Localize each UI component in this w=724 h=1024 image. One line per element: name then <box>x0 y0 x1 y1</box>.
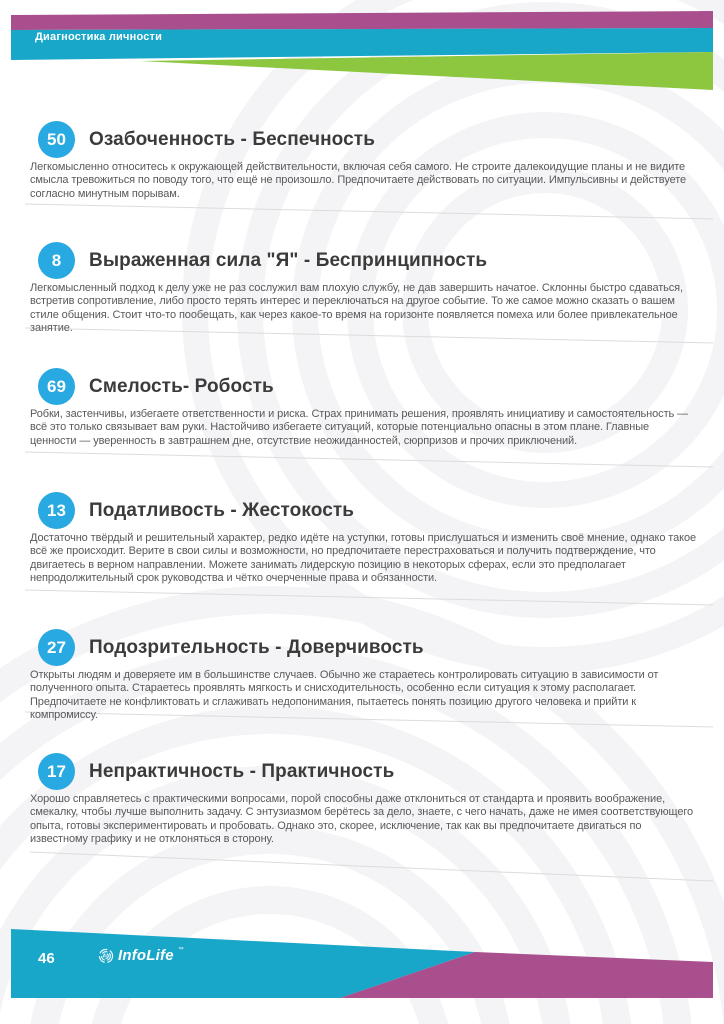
trait-section <box>30 121 696 201</box>
page-header-title: Диагностика личности <box>35 31 163 43</box>
score-badge: 13 <box>38 492 75 529</box>
section-description: Робки, застенчивы, избегаете ответственности и риска. Страх принимать решения, проявлять инициативу и самостоятельность — всё это только связывает вам руки. Настойчиво избегаете ситуаций, которые потенциально опасны в этом плане. Главные ценности — уверенность в завтрашнем дне, отсутствие неожиданностей, сюрпризов и прочих приключений. <box>30 408 688 447</box>
header-band-magenta <box>11 11 713 30</box>
section-header <box>38 368 696 405</box>
section-description: Легкомысленно относитесь к окружающей действительности, включая себя самого. Не строите далекоидущие планы и не видите смысла тревожиться по поводу того, что ещё не произошло. Предпочитаете действовать по ситуации. Импульсивны и действуете согласно минутным порывам. <box>30 161 687 200</box>
section-title: Смелость- Робость <box>89 375 274 397</box>
trait-section <box>30 753 696 847</box>
score-badge: 50 <box>38 121 75 158</box>
header-band-green <box>140 52 713 90</box>
section-title: Озабоченность - Беспечность <box>89 128 375 150</box>
score-badge: 17 <box>38 753 75 790</box>
fingerprint-icon <box>98 948 114 964</box>
trait-section <box>30 242 696 336</box>
section-description: Открыты людям и доверяете им в большинстве случаев. Обычно же стараетесь контролировать ситуацию в зависимости от полученного опыта. Стараетесь проявлять мягкость и снисходительность, особенно если ситуация к этому располагает. Предпочитаете не конфликтовать и сглаживать недопонимания, пытаетесь понять позицию другого человека и прийти к компромиссу. <box>30 669 659 722</box>
section-description: Хорошо справляетесь с практическими вопросами, порой способны даже отклониться от стандарта и проявить воображение, смекалку, чтобы лучше выполнить задачу. С энтузиазмом берётесь за дело, знаете, с чего начать, даже не имея соответствующего опыта, готовы экспериментировать и пробовать. Однако это, скорее, исключение, так как вы предпочитаете двигаться по известному графику и не отклоняться в сторону. <box>30 793 694 846</box>
section-description: Достаточно твёрдый и решительный характер, редко идёте на уступки, готовы прислушаться и изменить своё мнение, однако такое всё же происходит. Верите в свои силы и возможности, но предпочитаете перестраховаться и получить подтверждение, что двигаетесь в верном направлении. Можете занимать лидерскую позицию в некоторых сферах, если это предполагает непродолжительный срок руководства и чётко очерченные права и обязанности. <box>30 532 697 585</box>
section-header <box>38 242 696 279</box>
brand-logo <box>98 947 184 964</box>
page-number: 46 <box>38 950 55 967</box>
section-title: Податливость - Жестокость <box>89 499 355 521</box>
trait-section <box>30 629 696 723</box>
trait-section <box>30 492 696 586</box>
trademark-symbol: ™ <box>177 946 184 953</box>
section-title: Непрактичность - Практичность <box>89 760 395 782</box>
score-badge: 27 <box>38 629 75 666</box>
score-badge: 69 <box>38 368 75 405</box>
trait-section <box>30 368 696 448</box>
section-title: Выраженная сила "Я" - Беспринципность <box>89 249 488 271</box>
section-header <box>38 753 696 790</box>
section-header <box>38 629 696 666</box>
section-header <box>38 121 696 158</box>
section-header <box>38 492 696 529</box>
score-badge: 8 <box>38 242 75 279</box>
section-title: Подозрительность - Доверчивость <box>89 636 424 658</box>
section-description: Легкомысленный подход к делу уже не раз сослужил вам плохую службу, не дав завершить начатое. Склонны быстро сдаваться, встретив сопротивление, либо просто терять интерес и переключаться на другое событие. То же самое можно сказать о вашем стиле общения. Стоит что-то пообещать, как через какое-то время на горизонте появляется помеха или более привлекательное занятие. <box>30 282 683 335</box>
brand-name: InfoLife <box>118 947 174 964</box>
